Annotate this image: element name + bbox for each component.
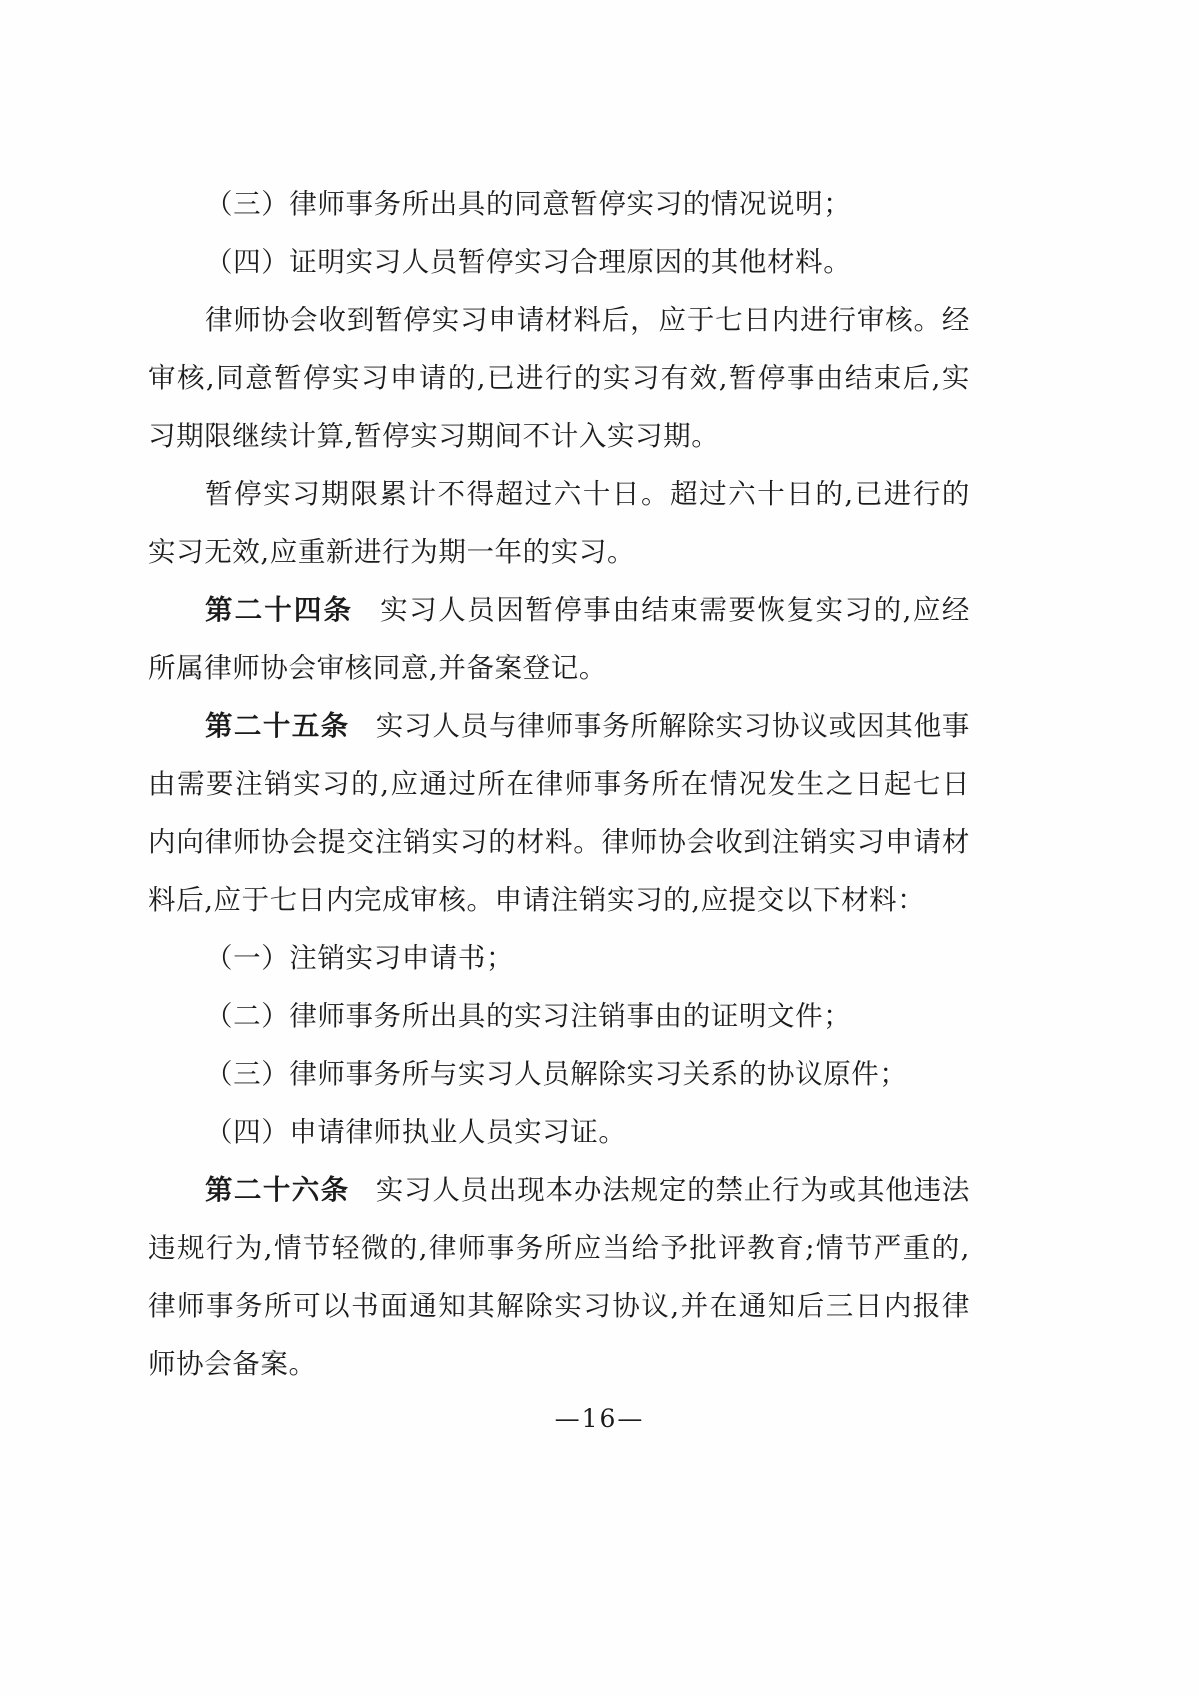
article-paragraph [148, 697, 970, 929]
paragraph: （一）注销实习申请书； [205, 942, 515, 974]
paragraph: 律师协会收到暂停实习申请材料后，应于七日内进行审核。经审核,同意暂停实习申请的,已进行的实习有效,暂停事由结束后,实习期限继续计算,暂停实习期间不计入实习期。 [148, 304, 970, 452]
paragraph: （三）律师事务所出具的同意暂停实习的情况说明； [205, 188, 852, 220]
article-text: 实习人员因暂停事由结束需要恢复实习的,应经所属律师协会审核同意,并备案登记。 [148, 594, 971, 684]
paragraph: （三）律师事务所与实习人员解除实习关系的协议原件； [205, 1058, 908, 1090]
article-text: 实习人员与律师事务所解除实习协议或因其他事由需要注销实习的,应通过所在律师事务所在情况发生之日起七日内向律师协会提交注销实习的材料。律师协会收到注销实习申请材料后,应于七日内完成审核。申请注销实习的,应提交以下材料： [148, 710, 970, 916]
article-text: 实习人员出现本办法规定的禁止行为或其他违法违规行为,情节轻微的,律师事务所应当给予批评教育;情节严重的,律师事务所可以书面通知其解除实习协议,并在通知后三日内报律师协会备案。 [148, 1174, 970, 1380]
paragraph: （二）律师事务所出具的实习注销事由的证明文件； [205, 1000, 852, 1032]
article-number: 第二十四条 [205, 594, 354, 626]
paragraph: 暂停实习期限累计不得超过六十日。超过六十日的,已进行的实习无效,应重新进行为期一年的实习。 [148, 478, 970, 568]
article-paragraph [148, 1161, 970, 1393]
article-number: 第二十五条 [205, 710, 350, 742]
paragraph: （四）申请律师执业人员实习证。 [205, 1116, 627, 1148]
article-number: 第二十六条 [205, 1174, 350, 1206]
document-body [148, 175, 970, 1393]
page-number: —16— [554, 1404, 645, 1433]
article-paragraph [148, 581, 970, 697]
paragraph: （四）证明实习人员暂停实习合理原因的其他材料。 [205, 246, 852, 278]
